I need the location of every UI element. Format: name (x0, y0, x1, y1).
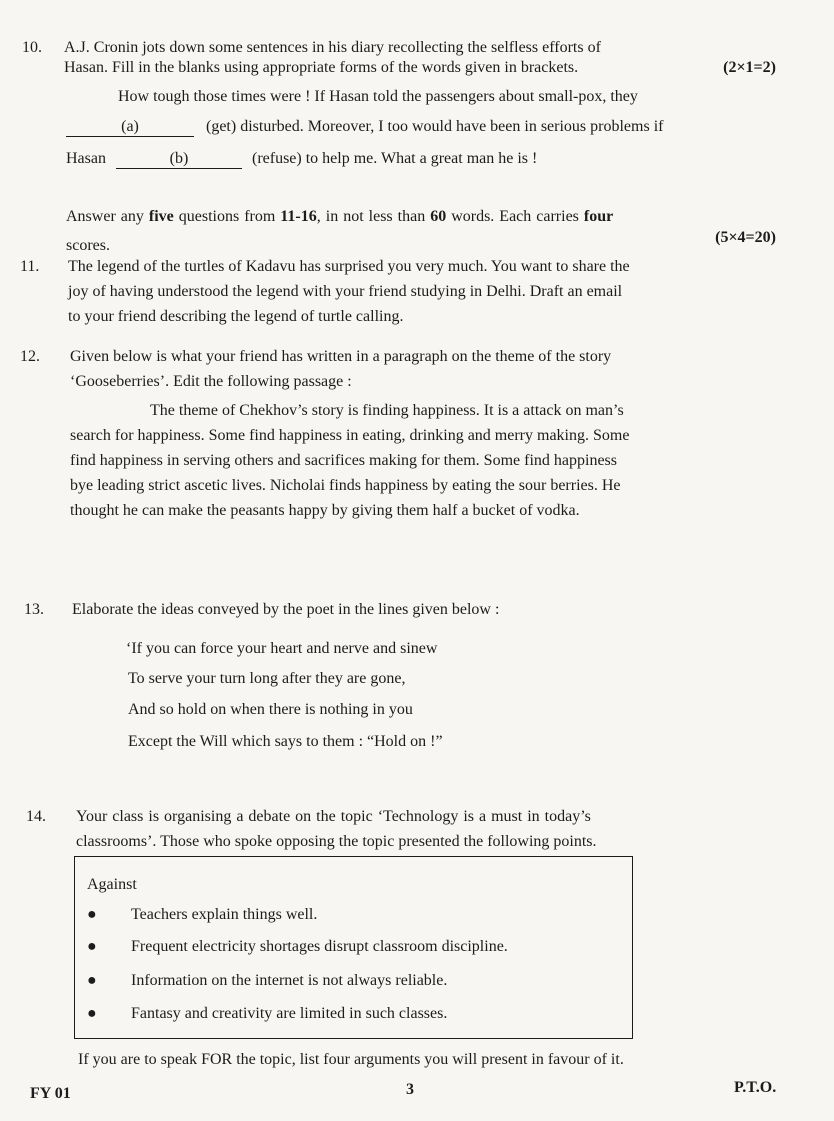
paragraph-text (66, 149, 537, 169)
list-item-text: Frequent electricity shortages disrupt classroom discipline. (131, 938, 508, 955)
passage-text: The theme of Chekhov’s story is finding happiness. It is a attack on man’s (150, 402, 624, 419)
question-number: 11. (20, 258, 40, 275)
paragraph-text: How tough those times were ! If Hasan told the passengers about small-pox, they (118, 88, 638, 105)
paper-code: FY 01 (30, 1085, 71, 1102)
page-number: 3 (406, 1081, 414, 1098)
marks-label: (5×4=20) (715, 229, 776, 246)
list-item-text: Teachers explain things well. (131, 906, 318, 923)
question-text: to your friend describing the legend of turtle calling. (68, 308, 404, 325)
question-text: A.J. Cronin jots down some sentences in his diary recollecting the selfless efforts of (64, 39, 601, 56)
pto-label: P.T.O. (734, 1079, 777, 1096)
passage-text: find happiness in serving others and sacrifices making for them. Some find happiness (70, 452, 617, 469)
question-number: 14. (26, 808, 46, 825)
passage-text: bye leading strict ascetic lives. Nicholai finds happiness by eating the sour berries. He (70, 477, 621, 494)
paragraph-text: (refuse) to help me. What a great man he is ! (251, 150, 538, 167)
box-heading: Against (87, 876, 137, 893)
passage-text: thought he can make the peasants happy by giving them half a bucket of vodka. (70, 502, 580, 519)
list-item-text: Information on the internet is not always reliable. (131, 972, 448, 989)
bullet-icon: ● (87, 938, 97, 955)
against-points-box (74, 856, 633, 1039)
bullet-icon: ● (87, 1005, 97, 1022)
question-text: If you are to speak FOR the topic, list four arguments you will present in favour of it. (78, 1051, 624, 1068)
blank-a: (a) (66, 118, 194, 137)
question-text: Elaborate the ideas conveyed by the poet in the lines given below : (72, 601, 500, 618)
question-text: Hasan. Fill in the blanks using appropriate forms of the words given in brackets. (64, 59, 579, 76)
question-text: ‘Gooseberries’. Edit the following passage : (70, 373, 352, 390)
poem-line: And so hold on when there is nothing in you (128, 701, 413, 718)
instruction-text: scores. (66, 237, 110, 254)
instruction-text: Answer any five questions from 11-16, in not less than 60 words. Each carries four (66, 208, 614, 225)
paragraph-text (66, 117, 663, 137)
bullet-icon: ● (87, 906, 97, 923)
question-number: 12. (20, 348, 40, 365)
paragraph-text: (get) disturbed. Moreover, I too would have been in serious problems if (206, 118, 664, 135)
poem-line: ‘If you can force your heart and nerve and sinew (126, 640, 438, 657)
question-number: 13. (24, 601, 44, 618)
question-text: classrooms’. Those who spoke opposing the topic presented the following points. (76, 833, 597, 850)
question-text: Given below is what your friend has written in a paragraph on the theme of the story (70, 348, 612, 365)
bullet-icon: ● (87, 972, 97, 989)
poem-line: Except the Will which says to them : “Hold on !” (128, 733, 443, 750)
question-text: Your class is organising a debate on the topic ‘Technology is a must in today’s (76, 808, 591, 825)
question-text: The legend of the turtles of Kadavu has surprised you very much. You want to share the (68, 258, 630, 275)
list-item-text: Fantasy and creativity are limited in such classes. (131, 1005, 448, 1022)
poem-line: To serve your turn long after they are gone, (128, 670, 406, 687)
question-text: joy of having understood the legend with your friend studying in Delhi. Draft an email (68, 283, 623, 300)
question-number: 10. (22, 39, 42, 56)
blank-b: (b) (116, 150, 242, 169)
paragraph-text: Hasan (66, 150, 106, 167)
marks-label: (2×1=2) (723, 59, 776, 76)
passage-text: search for happiness. Some find happiness in eating, drinking and merry making. Some (70, 427, 630, 444)
